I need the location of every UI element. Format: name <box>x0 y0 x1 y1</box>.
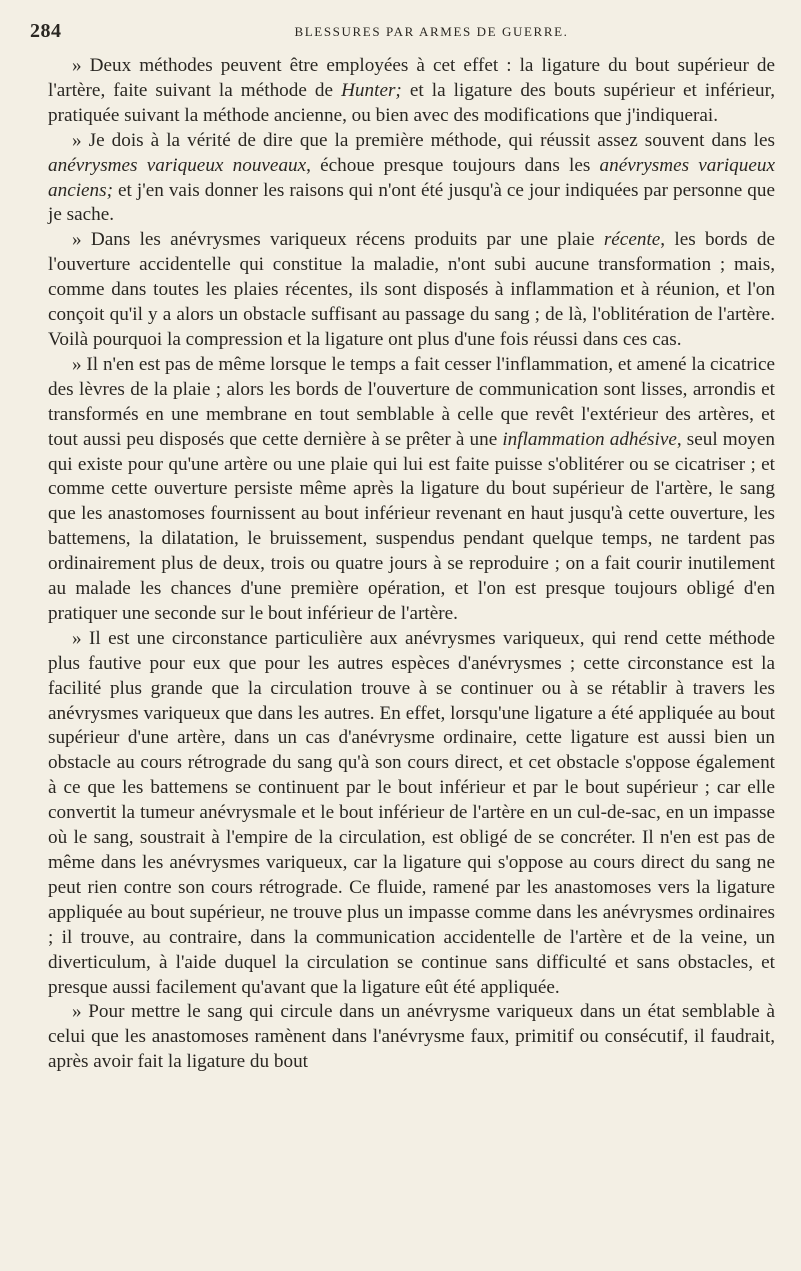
italic-phrase: inflammation adhésive <box>502 428 677 450</box>
text-run: , les bords de l'ouverture accidentelle qui constitue la maladie, n'ont subi aucune transformation ; mais, comme dans toutes les plaies récentes, ils sont disposés à inflammation et à réunion, et l'on conçoit qu'il y a alors un obstacle suffisant au passage du sang ; de là, l'oblitération de l'artère. Voilà pourquoi la compression et la ligature ont plus d'une fois réussi dans ces cas. <box>48 229 775 350</box>
italic-phrase: anévrysmes variqueux nouveaux <box>48 154 307 176</box>
text-run: » Il n'en est pas de même lorsque le temps a fait cesser l'inflammation, et amené la cicatrice des lèvres de la plaie ; alors les bords de l'ouverture de communication sont lisses, arrondis et transformés en une membrane en tout semblable à celle que revêt l'extérieur des artères, et tout aussi peu disposés que cette dernière à se prêter à une <box>48 353 775 450</box>
paragraph <box>48 54 775 129</box>
text-run: , seul moyen qui existe pour qu'une artère ou une plaie qui lui est faite puisse s'oblitérer ou se cicatriser ; et comme cette ouverture persiste même après la ligature du bout supérieur de l'artère, le sang que les anastomoses fournissent au bout inférieur revenant en haut jusqu'à cette ouverture, les battemens, la dilatation, le bruissement, suspendus pendant quelque temps, ne tardent pas ordinairement plus de deux, trois ou quatre jours à se reproduire ; on a fait courir inutilement au malade les chances d'une première opération, et l'on est presque toujours obligé d'en pratiquer une seconde sur le bout inférieur de l'artère. <box>48 428 775 624</box>
paragraph <box>48 1000 775 1075</box>
text-run: » Pour mettre le sang qui circule dans un anévrysme variqueux dans un état semblable à celui que les anastomoses ramènent dans l'anévrysme faux, primitif ou consécutif, il faudrait, après avoir fait la ligature du bout <box>48 1001 775 1073</box>
page-number: 284 <box>30 20 62 42</box>
text-run: et j'en vais donner les raisons qui n'ont été jusqu'à ce jour indiquées par personne que je sache. <box>48 179 775 226</box>
text-run: et la ligature des bouts supérieur et inférieur, pratiquée suivant la méthode ancienne, ou bien avec des modifications que j'indiquerai. <box>48 79 775 126</box>
text-run: » Je dois à la vérité de dire que la première méthode, qui réussit assez souvent dans les <box>72 129 775 151</box>
text-run: , échoue presque toujours dans les <box>306 154 600 176</box>
paragraph <box>48 228 775 353</box>
italic-phrase: anévrysmes variqueux anciens; <box>48 154 775 201</box>
running-head <box>30 20 775 46</box>
body-text <box>48 54 775 1075</box>
italic-phrase: récente <box>603 229 661 251</box>
paragraph <box>48 129 775 229</box>
text-run: » Il est une circonstance particulière aux anévrysmes variqueux, qui rend cette méthode plus fautive pour eux que pour les autres espèces d'anévrysmes ; cette circonstance est la facilité plus grande que la circulation trouve à se continuer ou à se rétablir à travers les anévrysmes variqueux que dans les autres. En effet, lorsqu'une ligature a été appliquée au bout supérieur d'une artère, dans un cas d'anévrysme ordinaire, cette ligature est aussi bien un obstacle au cours rétrograde du sang qu'à son cours direct, et cet obstacle s'oppose également à ce que les battemens se continuent par le bout inférieur et par le bout supérieur ; car elle convertit la tumeur anévrysmale et le bout inférieur de l'artère en un cul-de-sac, en un impasse où le sang, soustrait à l'empire de la circulation, est obligé de se concréter. Il n'en est pas de même dans les anévrysmes variqueux, car la ligature qui s'oppose au cours direct du sang ne peut rien contre son cours rétrograde. Ce fluide, ramené par les anastomoses vers la ligature appliquée au bout supérieur, ne trouve plus un impasse comme dans les anévrysmes ordinaires ; il trouve, au contraire, dans la communication accidentelle de l'artère et de la veine, un diverticulum, à l'aide duquel la circulation se continue sans difficulté et sans obstacles, et presque aussi facilement qu'avant que la ligature eût été appliquée. <box>48 627 775 998</box>
text-run: » Dans les anévrysmes variqueux récens produits par une plaie <box>72 229 604 251</box>
text-run: » Deux méthodes peuvent être employées à cet effet : la ligature du bout supérieur de l'artère, faite suivant la méthode de <box>48 55 775 101</box>
paragraph <box>48 627 775 1001</box>
italic-phrase: Hunter; <box>341 79 402 101</box>
running-title: BLESSURES PAR ARMES DE GUERRE. <box>294 24 569 39</box>
paragraph <box>48 353 775 627</box>
